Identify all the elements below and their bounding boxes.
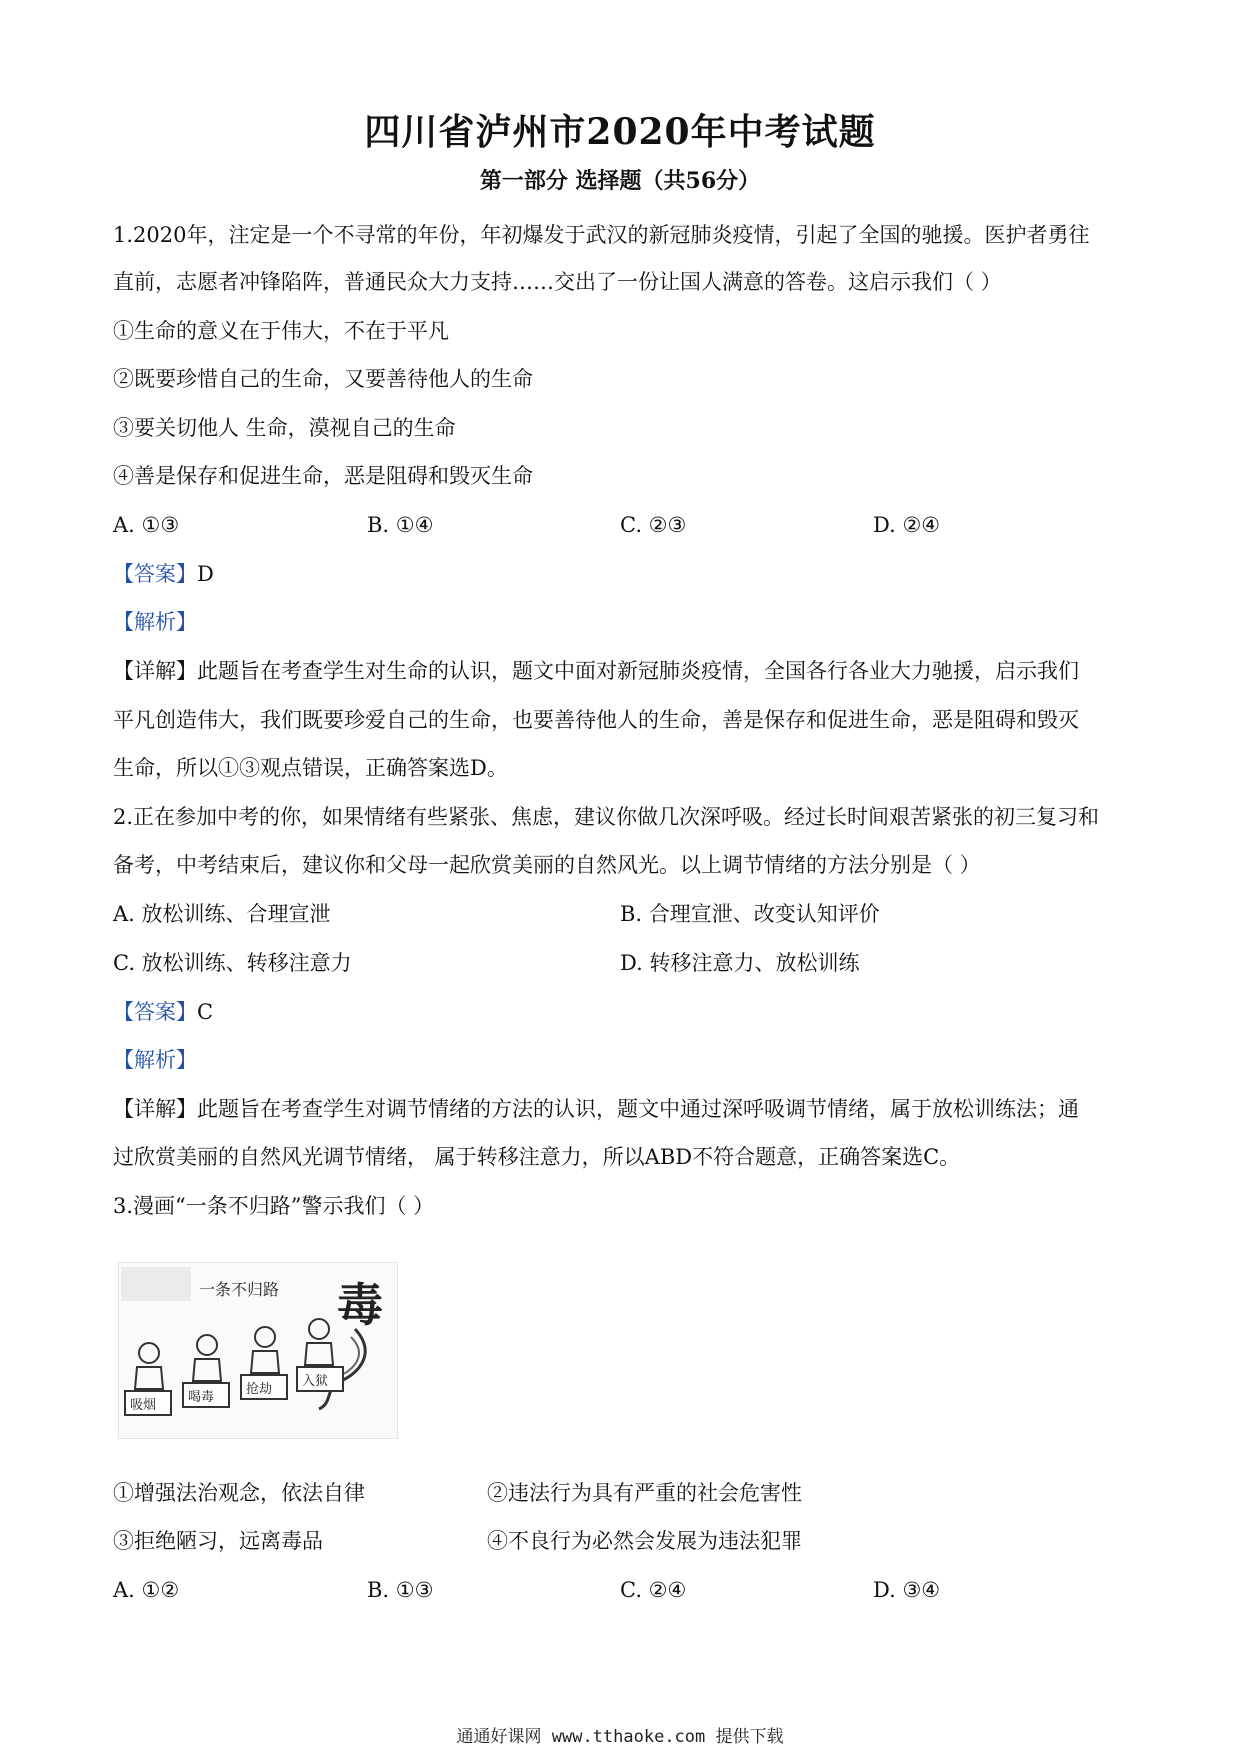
detail-tag: 【详解】 (113, 659, 197, 683)
q1-option-a: A. ①③ (113, 513, 180, 537)
q1-option-d: D. ②④ (873, 513, 941, 537)
answer-tag: 【答案】 (113, 1000, 197, 1024)
q2-stem-line2: 备考，中考结束后，建议你和父母一起欣赏美丽的自然风光。以上调节情绪的方法分别是（ ） (113, 853, 981, 877)
q2-stem-line1: 2.正在参加中考的你，如果情绪有些紧张、焦虑，建议你做几次深呼吸。经过长时间艰苦紧张的初三复习和 (113, 805, 1100, 829)
cartoon-caption: 一条不归路 (199, 1280, 280, 1299)
q3-option-b: B. ①③ (367, 1578, 434, 1602)
sign-drugs: 喝毒 (188, 1390, 215, 1405)
q3-item-1: ①增强法治观念，依法自律 (113, 1481, 365, 1505)
q1-detail-line1 (113, 657, 1079, 685)
section-subtitle: 第一部分 选择题（共56分） (479, 168, 761, 194)
q1-option-c: C. ②③ (620, 513, 687, 537)
analysis-tag: 【解析】 (113, 1048, 197, 1072)
q1-detail-line3: 生命，所以①③观点错误，正确答案选D。 (113, 756, 508, 780)
q2-option-c: C. 放松训练、转移注意力 (113, 951, 352, 975)
cartoon-drawing (119, 1263, 397, 1438)
q1-stem-line2: 直前，志愿者冲锋陷阵，普通民众大力支持……交出了一份让国人满意的答卷。这启示我们（ ） (113, 270, 1002, 294)
q1-item-4: ④善是保存和促进生命，恶是阻碍和毁灭生命 (113, 464, 533, 488)
q1-item-1: ①生命的意义在于伟大，不在于平凡 (113, 319, 449, 343)
footer-source: 通通好课网 www.tthaoke.com 提供下载 (456, 1727, 784, 1747)
q1-option-b: B. ①④ (367, 513, 434, 537)
answer-tag: 【答案】 (113, 562, 197, 586)
q3-option-c: C. ②④ (620, 1578, 687, 1602)
sign-smoking: 吸烟 (130, 1398, 157, 1413)
page-title: 四川省泸州市2020年中考试题 (364, 111, 876, 153)
detail-text: 此题旨在考查学生对调节情绪的方法的认识，题文中通过深呼吸调节情绪，属于放松训练法；通 (197, 1097, 1079, 1121)
sign-robbery: 抢劫 (246, 1382, 273, 1397)
cartoon-poison-char: 毒 (337, 1278, 383, 1332)
q1-answer (113, 560, 214, 588)
q2-option-a: A. 放松训练、合理宣泄 (113, 902, 331, 926)
q2-analysis (113, 1046, 197, 1074)
q3-item-3: ③拒绝陋习，远离毒品 (113, 1529, 323, 1553)
q1-item-3: ③要关切他人 生命，漠视自己的生命 (113, 416, 456, 440)
q1-analysis (113, 608, 197, 636)
cartoon-image (118, 1262, 398, 1439)
q1-detail-line2: 平凡创造伟大，我们既要珍爱自己的生命，也要善待他人的生命，善是保存和促进生命，恶是阻碍和毁灭 (113, 708, 1079, 732)
q3-option-d: D. ③④ (873, 1578, 941, 1602)
q3-option-a: A. ①② (113, 1578, 180, 1602)
q1-item-2: ②既要珍惜自己的生命，又要善待他人的生命 (113, 367, 533, 391)
answer-value: D (197, 562, 214, 586)
q2-detail-line1 (113, 1095, 1079, 1123)
analysis-tag: 【解析】 (113, 610, 197, 634)
q2-option-d: D. 转移注意力、放松训练 (620, 951, 860, 975)
detail-tag: 【详解】 (113, 1097, 197, 1121)
q2-detail-line2: 过欣赏美丽的自然风光调节情绪， 属于转移注意力，所以ABD不符合题意，正确答案选C。 (113, 1145, 961, 1169)
answer-value: C (197, 1000, 214, 1024)
sign-prison: 入狱 (302, 1374, 329, 1389)
q2-answer (113, 998, 213, 1026)
q3-item-4: ④不良行为必然会发展为违法犯罪 (487, 1529, 802, 1553)
q1-stem-line1: 1.2020年，注定是一个不寻常的年份，年初爆发于武汉的新冠肺炎疫情，引起了全国的驰援。医护者勇往 (113, 223, 1090, 247)
q2-option-b: B. 合理宣泄、改变认知评价 (620, 902, 880, 926)
detail-text: 此题旨在考查学生对生命的认识，题文中面对新冠肺炎疫情，全国各行各业大力驰援，启示我们 (197, 659, 1079, 683)
q3-stem: 3.漫画“一条不归路”警示我们（ ） (113, 1194, 435, 1218)
q3-item-2: ②违法行为具有严重的社会危害性 (487, 1481, 802, 1505)
